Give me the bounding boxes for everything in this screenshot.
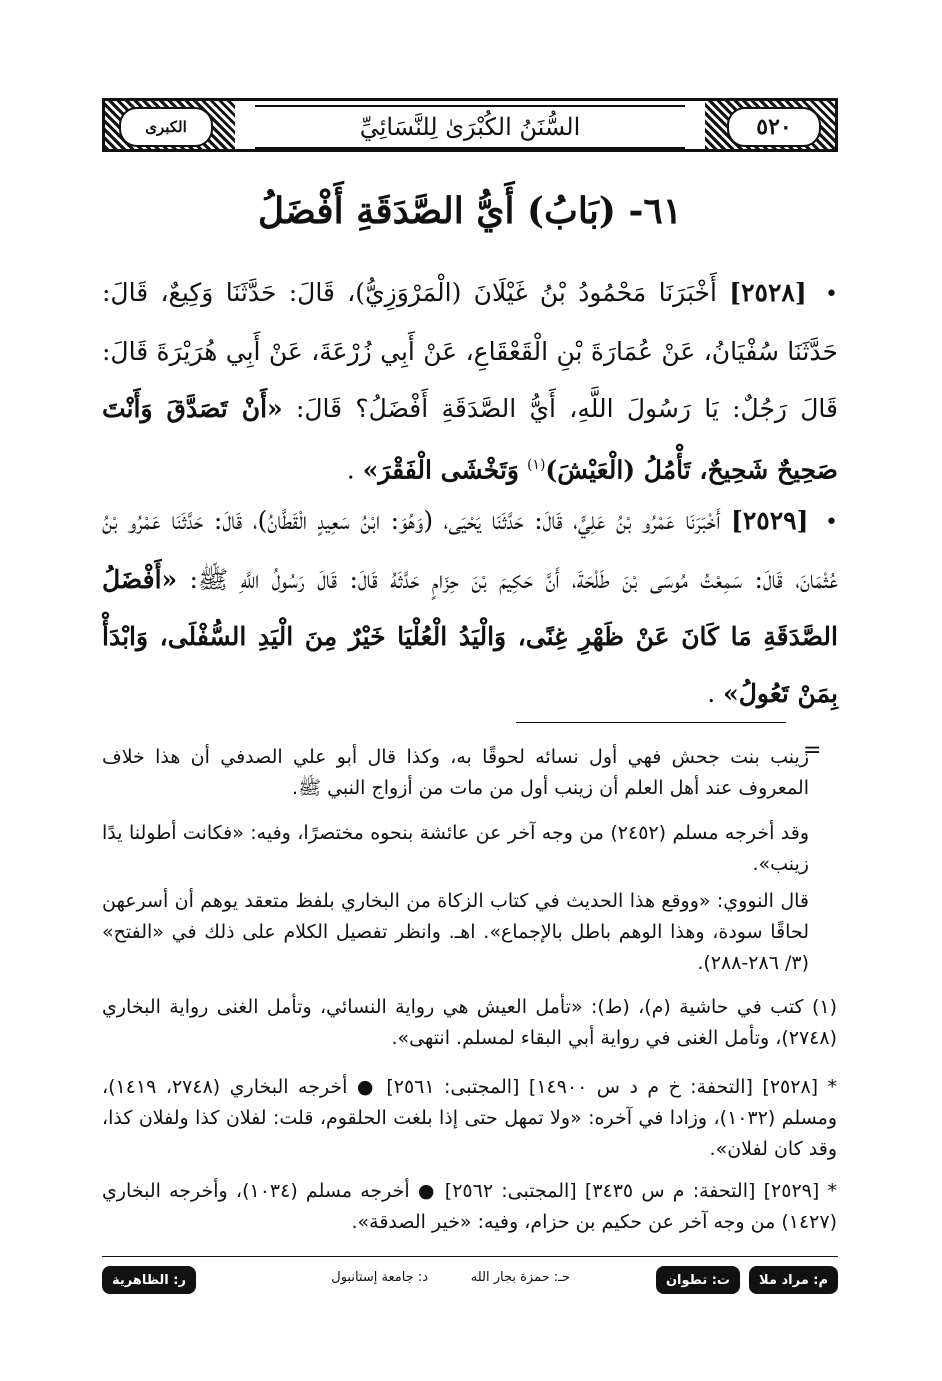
hadith-number: [٢٥٢٨] xyxy=(729,278,807,307)
footnote-separator xyxy=(516,722,786,723)
hadith-matn: «أَنْ تَصَدَّقَ وَأَنْتَ صَحِيحٌ شَحِيحٌ، تَأْمُلُ (الْعَيْشَ) xyxy=(102,394,838,485)
page-number: ٥٢٠ xyxy=(727,107,821,147)
hadith-number: [٢٥٢٩] xyxy=(731,506,809,535)
hadith-end: . xyxy=(707,679,716,708)
continuation-mark: = xyxy=(803,738,822,763)
footnote-ref: (١) xyxy=(526,457,546,473)
book-title: السُّنَنُ الكُبْرَىٰ لِلنَّسَائِيِّ xyxy=(255,105,685,149)
chapter-title: ٦١- (بَابُ) أَيُّ الصَّدَقَةِ أَفْضَلُ xyxy=(257,190,683,232)
takhrij-2528: * [٢٥٢٨] [التحفة: خ م د س ١٤٩٠٠] [المجتبى: ٢٥٦١] ● أخرجه البخاري (٢٧٤٨، ١٤١٩)، ومسلم (١٠٣٢)، وزادا في آخره: «ولا تمهل حتى إذا بلغت الحلقوم، قلت: لفلان كذا ولفلان كذا، وقد كان لفلان». xyxy=(102,1076,838,1160)
hadith-end: . xyxy=(346,455,355,485)
badge-t: ت: تطوان xyxy=(656,1266,740,1294)
note-continued: زينب بنت جحش فهي أول نسائه لحوقًا به، وكذا قال أبو علي الصدفي أن هذا خلاف المعروف عند أهل العلم أن زينب أول من مات من أزواج النبي ﷺ. xyxy=(102,746,809,799)
badge-m: م: مراد ملا xyxy=(749,1266,838,1294)
takhrij-2529: * [٢٥٢٩] [التحفة: م س ٣٤٣٥] [المجتبى: ٢٥٦٢] ● أخرجه مسلم (١٠٣٤)، وأخرجه البخاري (١٤٢٧) من وجه آخر عن حكيم بن حزام، وفيه: «خير الصدقة». xyxy=(102,1180,837,1233)
bullet-icon: • xyxy=(825,510,838,535)
note-nawawi: قال النووي: «ووقع هذا الحديث في كتاب الزكاة من البخاري بلفظ متعقد يوهم أن أسرعهن لحاقًا سودة، وهذا الوهم باطل بالإجماع». اهـ. وانظر تفصيل الكلام على ذلك في «الفتح» (٣/ ٢٨٦-٢٨٨). xyxy=(102,890,809,974)
label-d: د: جامعة إستانبول xyxy=(331,1270,428,1285)
hadith-2529 xyxy=(102,492,838,722)
footer-separator xyxy=(102,1256,838,1257)
note-muslim: وقد أخرجه مسلم (٢٤٥٢) من وجه آخر عن عائشة بنحوه مختصرًا، وفيه: «فكانت أطولنا يدًا زينب». xyxy=(102,822,810,875)
label-h: حـ: حمزة بجار الله xyxy=(470,1270,570,1285)
page-header xyxy=(102,98,838,152)
bullet-icon: • xyxy=(825,282,838,307)
badge-r: ر: الظاهرية xyxy=(102,1266,196,1294)
hadith-2528 xyxy=(102,264,838,498)
hadith-matn: «أَفْضَلُ الصَّدَقَةِ مَا كَانَ عَنْ ظَهْرِ غِنًى، وَالْيَدُ الْعُلْيَا خَيْرٌ مِنَ الْيَدِ السُّفْلَى، وَابْدَأْ بِمَنْ تَعُولُ» xyxy=(102,565,838,708)
hadith-isnad: أَخْبَرَنَا مَحْمُودُ بْنُ غَيْلَانَ (الْمَرْوَزِيُّ)، قَالَ: حَدَّثَنَا وَكِيعٌ، قَالَ: حَدَّثَنَا سُفْيَانُ، عَنْ عُمَارَةَ بْنِ الْقَعْقَاعِ، عَنْ أَبِي زُرْعَةَ، عَنْ أَبِي هُرَيْرَةَ قَالَ: قَالَ رَجُلٌ: يَا رَسُولَ اللَّهِ، أَيُّ الصَّدَقَةِ أَفْضَلُ؟ قَالَ: xyxy=(102,278,838,423)
header-emblem: الكبرى xyxy=(119,107,213,147)
footnote-1: (١) كتب في حاشية (م)، (ط): «تأمل العيش هي رواية النسائي، وتأمل الغنى رواية البخاري (٢٧٤٨)، وتأمل الغنى في رواية أبي البقاء لمسلم. انتهى». xyxy=(102,996,837,1049)
hadith-isnad: أَخْبَرَنَا عَمْرُو بْنُ عَلِيٍّ، قَالَ: حَدَّثَنَا يَحْيَى، (وَهُوَ: ابْنُ سَعِيدٍ الْقَطَّانُ)، قَالَ: حَدَّثَنَا عَمْرُو بْنُ عُثْمَانَ، قَالَ: سَمِعْتُ مُوسَى بْنَ طَلْحَةَ، أَنَّ حَكِيمَ بْنَ حِزَامٍ حَدَّثَهُ قَالَ: قَالَ رَسُولُ اللَّهِ ﷺ: xyxy=(102,506,839,594)
hadith-matn-end: وَتَخْشَى الْفَقْرَ» xyxy=(362,455,519,485)
manuscript-key xyxy=(102,1266,838,1296)
